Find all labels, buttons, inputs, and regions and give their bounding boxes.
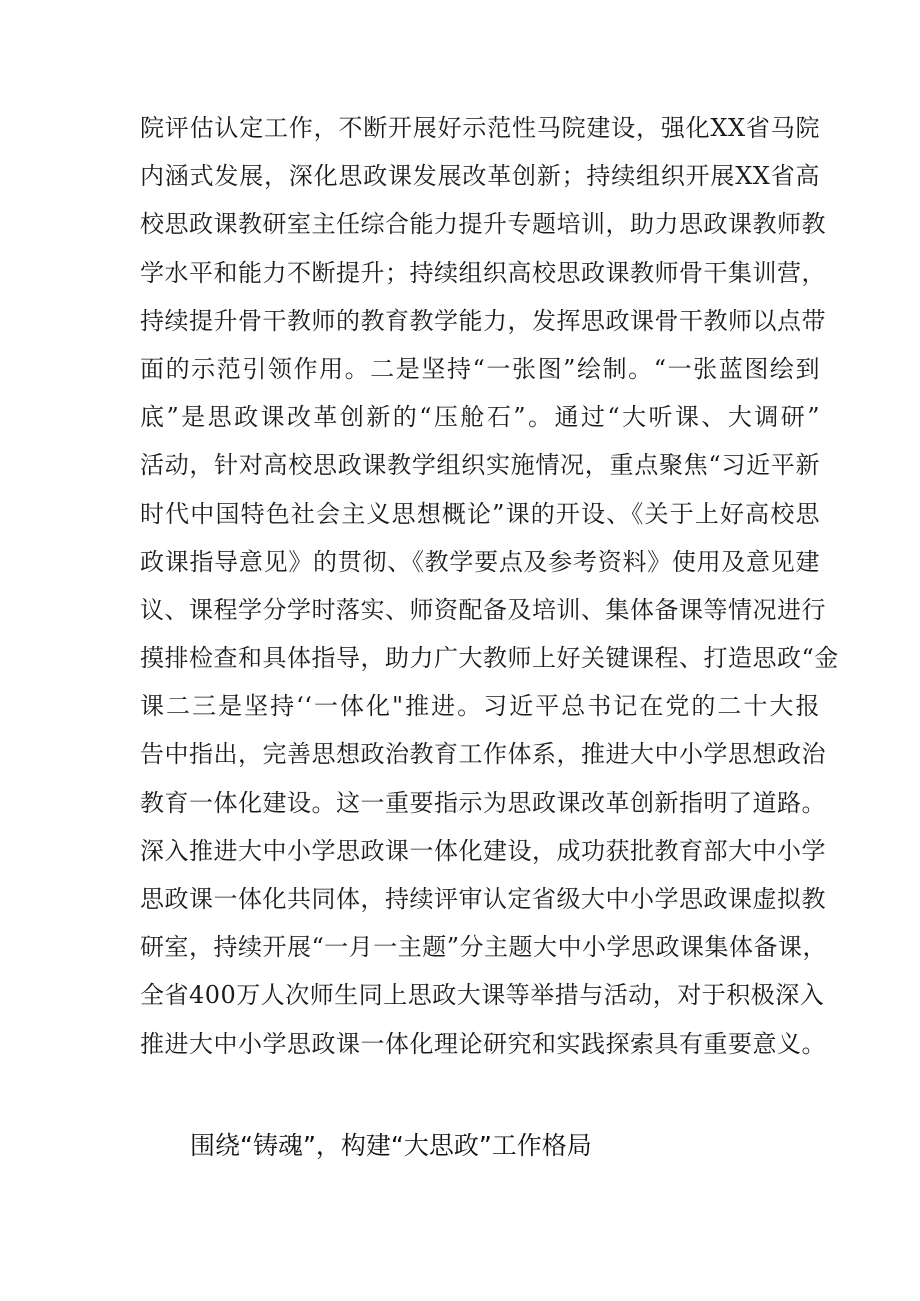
paragraph-line: 告中指出，完善思想政治教育工作体系，推进大中小学思想政治 (140, 740, 826, 769)
paragraph-line: 校思政课教研室主任综合能力提升专题培训，助力思政课教师教 (140, 210, 826, 239)
paragraph-line: 内涵式发展，深化思政课发展改革创新；持续组织开展XX省高 (140, 162, 820, 191)
paragraph-line: 全省400万人次师生同上思政大课等举措与活动，对于积极深入 (140, 981, 825, 1010)
section-heading: 围绕“铸魂”，构建“大思政”工作格局 (190, 1131, 592, 1160)
paragraph-line: 思政课一体化共同体，持续评审认定省级大中小学思政课虚拟教 (140, 885, 826, 913)
paragraph-line: 面的示范引领作用。二是坚持“一张图”绘制。“一张蓝图绘到 (140, 354, 820, 383)
paragraph-line: 持续提升骨干教师的教育教学能力，发挥思政课骨干教师以点带 (140, 306, 826, 335)
paragraph-line: 院评估认定工作，不断开展好示范性马院建设，强化XX省马院 (140, 114, 820, 142)
paragraph-line: 研室，持续开展“一月一主题”分主题大中小学思政课集体备课， (140, 933, 828, 962)
paragraph-line: 议、课程学分学时落实、师资配备及培训、集体备课等情况进行 (140, 595, 826, 624)
paragraph-line: 学水平和能力不断提升；持续组织高校思政课教师骨干集训营， (140, 258, 826, 287)
paragraph-line: 政课指导意见》的贯彻、《教学要点及参考资料》使用及意见建 (140, 547, 820, 576)
paragraph-line: 活动，针对高校思政课教学组织实施情况，重点聚焦“习近平新 (140, 451, 820, 480)
paragraph-line: 课二三是坚持‘‘一体化"推进。习近平总书记在党的二十大报 (140, 692, 820, 721)
paragraph-line: 底”是思政课改革创新的“压舱石”。通过“大听课、大调研” (140, 403, 820, 432)
paragraph-line: 推进大中小学思政课一体化理论研究和实践探索具有重要意义。 (140, 1029, 826, 1058)
paragraph-line: 教育一体化建设。这一重要指示为思政课改革创新指明了道路。 (140, 788, 826, 817)
body-paragraph (140, 104, 839, 1068)
paragraph-line: 时代中国特色社会主义思想概论”课的开设、《关于上好高校思 (140, 499, 820, 528)
paragraph-line: 摸排检查和具体指导，助力广大教师上好关键课程、打造思政“金 (140, 644, 839, 673)
paragraph-line: 深入推进大中小学思政课一体化建设，成功获批教育部大中小学 (140, 836, 826, 865)
